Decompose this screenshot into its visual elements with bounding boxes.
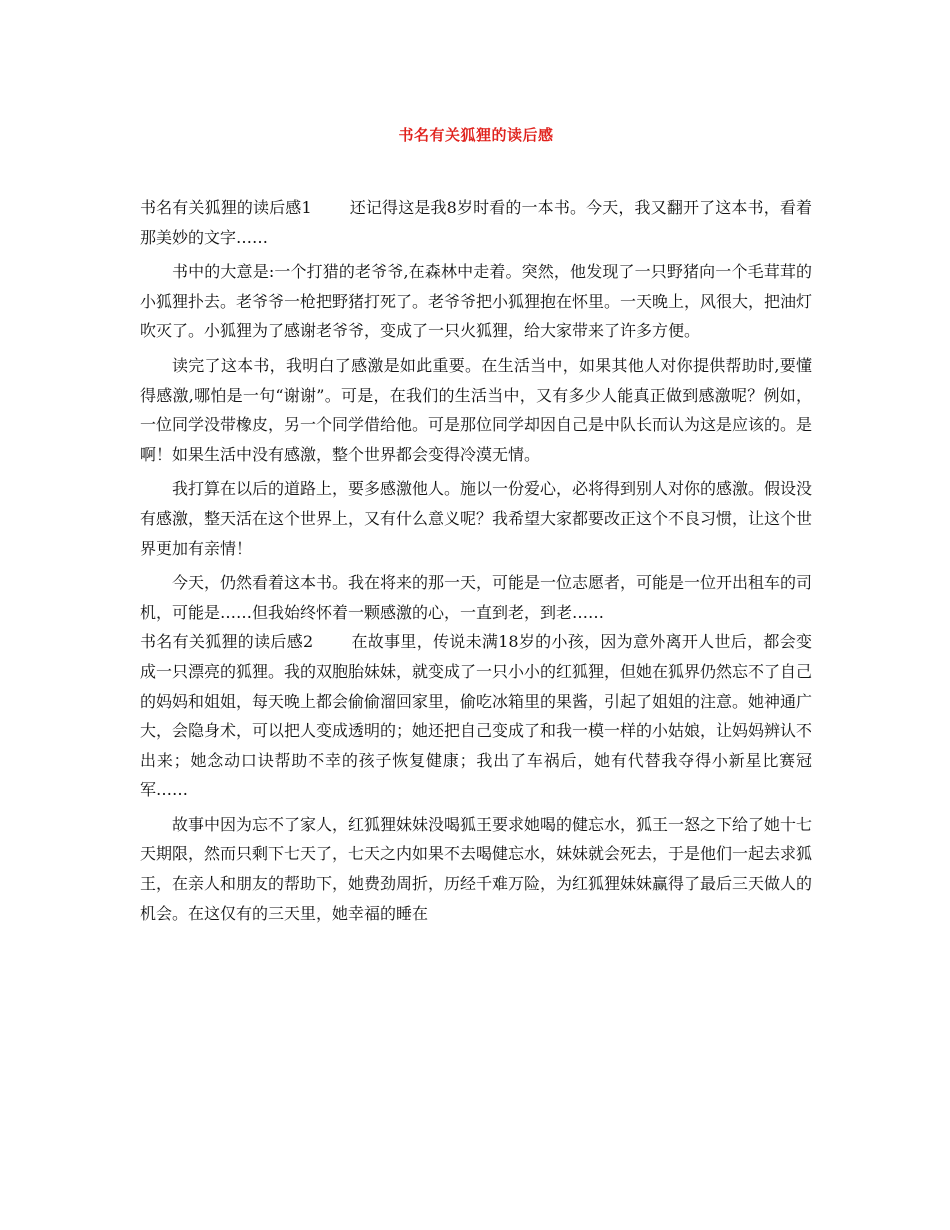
paragraph: 故事中因为忘不了家人，红狐狸妹妹没喝狐王要求她喝的健忘水，狐王一怒之下给了她十七天期限，然而只剩下七天了，七天之内如果不去喝健忘水，妹妹就会死去，于是他们一起去求狐王，在亲人和朋友的帮助下，她费劲周折，历经千难万险，为红狐狸妹妹赢得了最后三天做人的机会。在这仅有的三天里，她幸福的睡在 xyxy=(140,814,813,923)
section1-lead: 还记得这是我8岁时看的一本书。今天，我又翻开了这本书，看着那美妙的文字…… xyxy=(140,198,812,247)
paragraph: 今天，仍然看着这本书。我在将来的那一天，可能是一位志愿者，可能是一位开出租车的司机，可能是……但我始终怀着一颗感激的心，一直到老，到老…… xyxy=(140,573,813,622)
section2-lead: 在故事里，传说未满18岁的小孩，因为意外离开人世后，都会变成一只漂亮的狐狸。我的双胞胎妹妹，就变成了一只小小的红狐狸，但她在狐界仍然忘不了自己的妈妈和姐姐，每天晚上都会偷偷溜回家里，偷吃冰箱里的果酱，引起了姐姐的注意。她神通广大，会隐身术，可以把人变成透明的；她还把自己变成了和我一模一样的小姑娘，让妈妈辨认不出来；她念动口诀帮助不幸的孩子恢复健康；我出了车祸后，她有代替我夺得小新星比赛冠军…… xyxy=(140,632,813,800)
document-body xyxy=(140,193,812,928)
document-page xyxy=(140,0,812,1230)
section2-heading: 书名有关狐狸的读后感2 xyxy=(140,632,314,652)
paragraph: 我打算在以后的道路上，要多感激他人。施以一份爱心，必将得到别人对你的感激。假设没有感激，整天活在这个世界上，又有什么意义呢？我希望大家都要改正这个不良习惯，让这个世界更加有亲情！ xyxy=(140,479,813,558)
section1-intro xyxy=(140,193,812,252)
paragraph: 书中的大意是:一个打猎的老爷爷,在森林中走着。突然，他发现了一只野猪向一个毛茸茸的小狐狸扑去。老爷爷一枪把野猪打死了。老爷爷把小狐狸抱在怀里。一天晚上，风很大，把油灯吹灭了。小狐狸为了感谢老爷爷，变成了一只火狐狸，给大家带来了许多方便。 xyxy=(140,262,813,341)
document-title: 书名有关狐狸的读后感 xyxy=(398,126,554,144)
section1-heading: 书名有关狐狸的读后感1 xyxy=(140,198,312,217)
section2-intro xyxy=(140,627,812,805)
paragraph: 读完了这本书，我明白了感激是如此重要。在生活当中，如果其他人对你提供帮助时,要懂得感激,哪怕是一句“谢谢”。可是，在我们的生活当中，又有多少人能真正做到感激呢？例如，一位同学没带橡皮，另一个同学借给他。可是那位同学却因自己是中队长而认为这是应该的。是啊！如果生活中没有感激，整个世界都会变得冷漠无情。 xyxy=(140,355,813,464)
